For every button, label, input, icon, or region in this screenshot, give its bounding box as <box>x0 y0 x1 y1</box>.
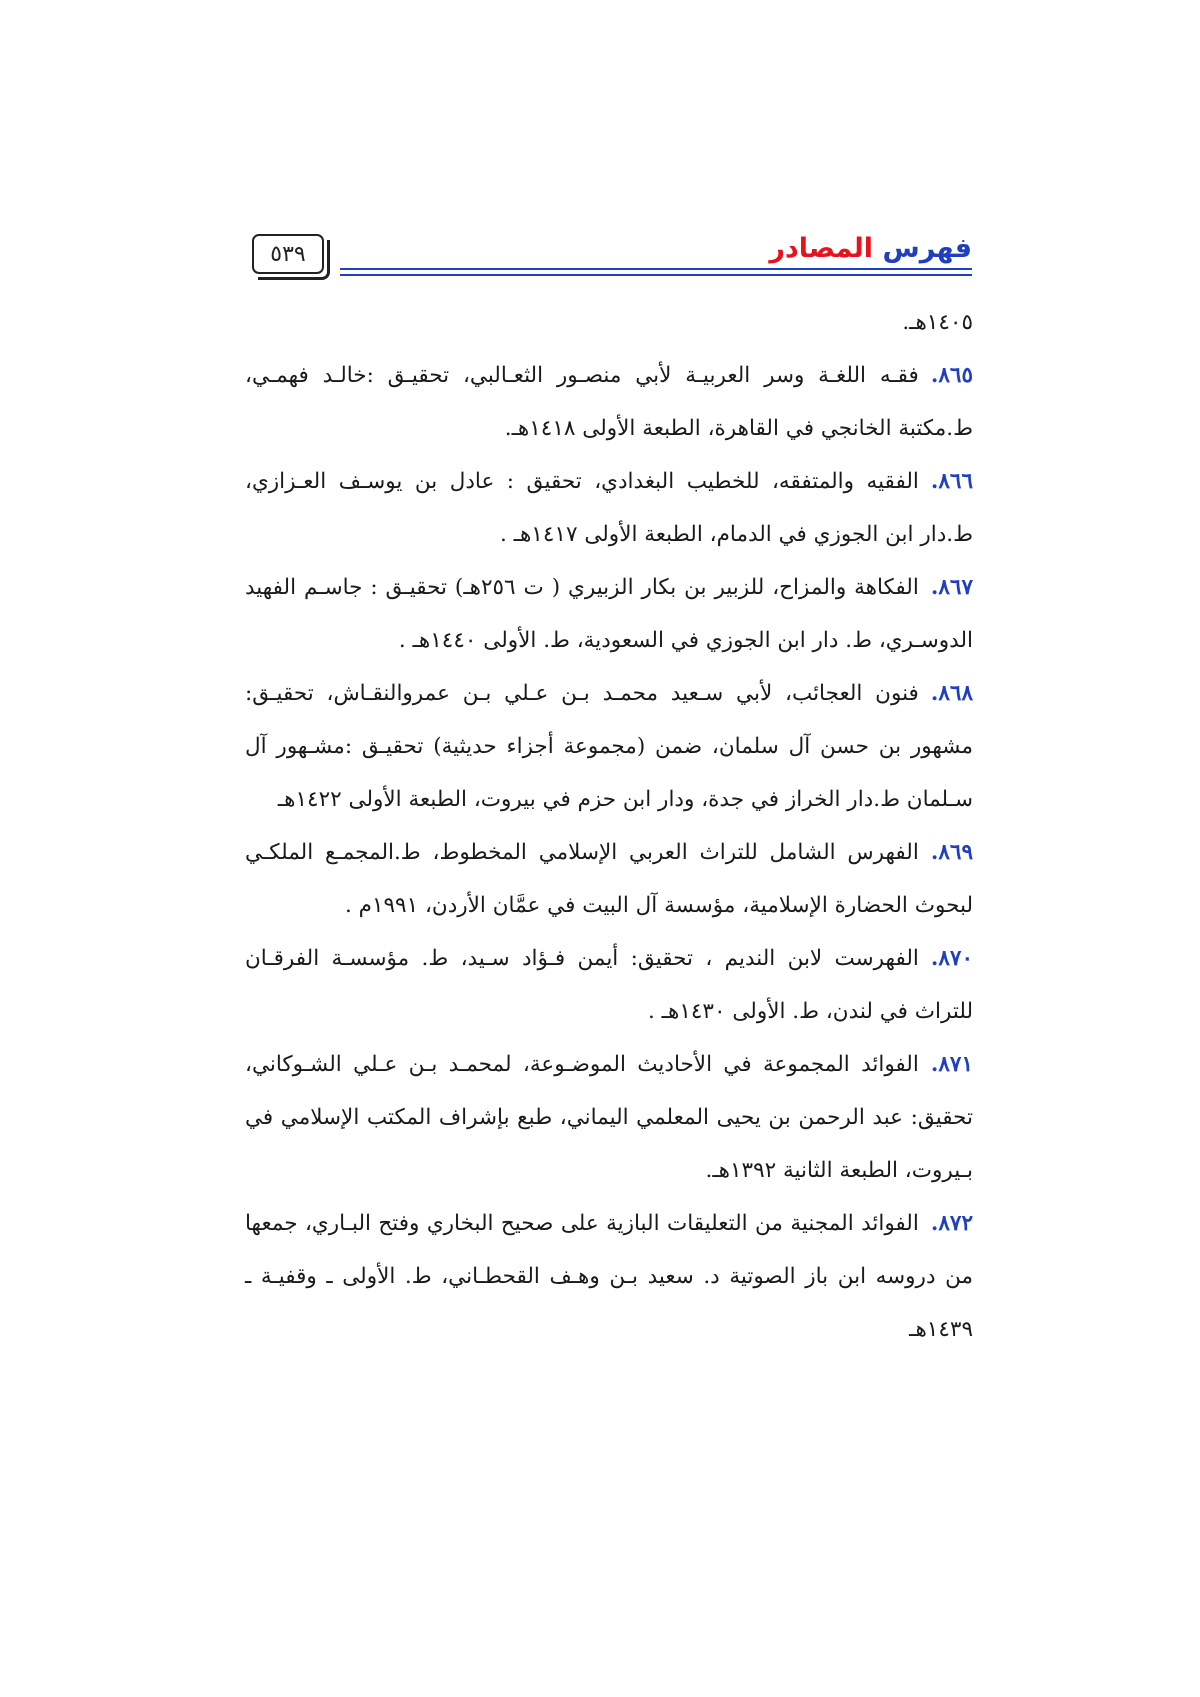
entry-number: ٨٦٧. <box>930 575 973 600</box>
entry-number: ٨٦٩. <box>930 840 973 865</box>
bibliography-entry <box>245 455 973 561</box>
bibliography-entry <box>245 667 973 826</box>
bibliography-entry <box>245 1197 973 1356</box>
entry-number: ٨٧١. <box>930 1052 973 1077</box>
entry-number: ٨٧٢. <box>930 1211 973 1236</box>
page-number-frame <box>252 234 324 274</box>
entry-text: الفقيه والمتفقه، للخطيب البغدادي، تحقيق : عادل بن يوسـف العـزازي، ط.دار ابن الجوزي في الدمام، الطبعة الأولى ١٤١٧هـ . <box>245 469 973 547</box>
page-title-word-2: المصادر <box>769 233 874 264</box>
page-title <box>769 232 972 266</box>
entry-text: الفوائد المجموعة في الأحاديث الموضـوعة، لمحمـد بـن عـلي الشـوكاني، تحقيق: عبد الرحمن بن يحيى المعلمي اليماني، طبع بإشراف المكتب الإسلامي في بـيروت، الطبعة الثانية ١٣٩٢هـ. <box>245 1052 973 1183</box>
page-title-word-1: فهرس <box>882 233 972 264</box>
entry-text: الفكاهة والمزاح، للزبير بن بكار الزبيري ( ت ٢٥٦هـ) تحقيـق : جاسـم الفهيد الدوسـري، ط. دار ابن الجوزي في السعودية، ط. الأولى ١٤٤٠هـ . <box>245 575 973 653</box>
header-rule-bottom <box>340 274 972 276</box>
bibliography-entry <box>245 932 973 1038</box>
entry-text: الفهرس الشامل للتراث العربي الإسلامي المخطوط، ط.المجمـع الملكـي لبحوث الحضارة الإسلامية، مؤسسة آل البيت في عمَّان الأردن، ١٩٩١م . <box>245 840 973 918</box>
entry-text: الفهرست لابن النديم ، تحقيق: أيمن فـؤاد سـيد، ط. مؤسسـة الفرقـان للتراث في لندن، ط. الأولى ١٤٣٠هـ . <box>245 946 973 1024</box>
bibliography-entry <box>245 349 973 455</box>
page-header <box>252 226 972 290</box>
bibliography-list <box>245 296 973 1356</box>
bibliography-entry <box>245 826 973 932</box>
bibliography-entry <box>245 1038 973 1197</box>
entry-text: الفوائد المجنية من التعليقات البازية على صحيح البخاري وفتح البـاري، جمعها من دروسه ابن باز الصوتية د. سعيد بـن وهـف القحطـاني، ط. الأولى ـ وقفيـة ـ ١٤٣٩هـ <box>245 1211 973 1342</box>
entry-number: ٨٦٥. <box>930 363 973 388</box>
continuation-text: ١٤٠٥هـ. <box>902 310 973 335</box>
entry-text: فنون العجائب، لأبي سـعيد محمـد بـن عـلي بـن عمروالنقـاش، تحقيـق: مشهور بن حسن آل سلمان، ضمن (مجموعة أجزاء حديثية) تحقيـق :مشـهور آل سـلمان ط.دار الخراز في جدة، ودار ابن حزم في بيروت، الطبعة الأولى ١٤٢٢هـ <box>245 681 973 812</box>
entry-number: ٨٦٦. <box>930 469 973 494</box>
entry-number: ٨٧٠. <box>930 946 973 971</box>
header-rule-top <box>340 268 972 270</box>
entry-number: ٨٦٨. <box>930 681 973 706</box>
bibliography-entry <box>245 561 973 667</box>
entry-text: فقـه اللغـة وسر العربيـة لأبي منصـور الثعـالبي، تحقيـق :خالـد فهمـي، ط.مكتبة الخانجي في القاهرة، الطبعة الأولى ١٤١٨هـ. <box>245 363 973 441</box>
page-number: ٥٣٩ <box>270 241 306 267</box>
